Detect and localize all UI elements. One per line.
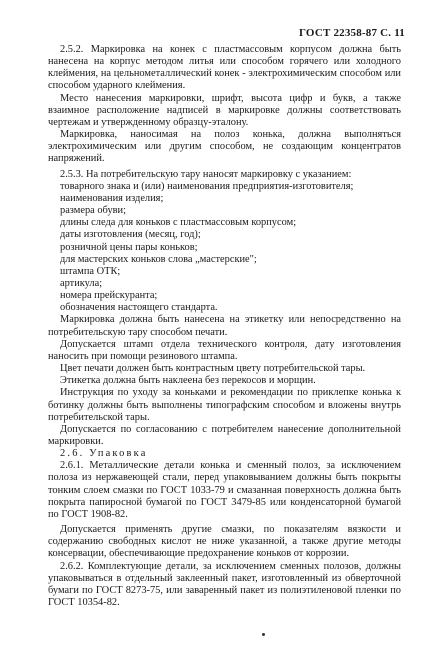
marking-list <box>48 181 401 315</box>
page-header: ГОСТ 22358-87 С. 11 <box>299 27 405 39</box>
paragraph-other-grease: Допускается применять другие смазки, по показателям вязкости и содержанию свободных кислот не ниже указанной, а также другие методы консервации, обеспечивающие предохранение коньков от коррозии. <box>48 524 401 560</box>
list-item: товарного знака и (или) наименования предприятия-изготовителя; <box>60 180 354 192</box>
paragraph-additional-marking: Допускается по согласованию с потребителем нанесение дополнительной маркировки. <box>48 423 401 447</box>
list-item: обозначения настоящего стандарта. <box>60 302 218 314</box>
list-item: штампа ОТК; <box>60 265 121 277</box>
paragraph-2-5-3: 2.5.3. На потребительскую тару наносят маркировку с указанием: <box>60 168 352 180</box>
list-item: размера обуви; <box>60 205 126 217</box>
paragraph-blade-marking: Маркировка, наносимая на полоз конька, должна выполняться электрохимическим или другим способом, не создающим концентратов напряжений. <box>48 129 401 165</box>
paragraph-print-color: Цвет печати должен быть контрастным цвету потребительской тары. <box>60 363 366 375</box>
paragraph-label-marking: Маркировка должна быть нанесена на этикетку или непосредственно на потребительскую тару способом печати. <box>48 314 401 338</box>
paragraph-instruction: Инструкция по уходу за коньками и рекомендации по приклепке конька к ботинку должны быть выполнены типографским способом и вложены внутрь потребительской тары. <box>48 387 401 423</box>
paragraph-otk-stamp: Допускается штамп отдела технического контроля, дату изготовления наносить при помощи резинового штампа. <box>48 338 401 362</box>
paragraph-2-6-2: 2.6.2. Комплектующие детали, за исключением сменных полозов, должны упаковываться в отдельный заклеенный пакет, изготовленный из обверточной бумаги по ГОСТ 8273-75, или заваренный пакет из полиэтиленовой пленки по ГОСТ 10354-82. <box>48 560 401 609</box>
list-item: длины следа для коньков с пластмассовым корпусом; <box>60 217 297 229</box>
list-item: розничной цены пары коньков; <box>60 241 198 253</box>
section-heading-packaging: 2.6. Упаковка <box>60 448 148 460</box>
list-item: даты изготовления (месяц, год); <box>60 229 201 241</box>
list-item: для мастерских коньков слова „мастерские"; <box>60 253 257 265</box>
paragraph-marking-place: Место нанесения маркировки, шрифт, высота цифр и букв, а также взаимное расположение надписей в маркировке должны соответствовать чертежам и утвержденному образцу-эталону. <box>48 92 401 128</box>
paragraph-2-6-1: 2.6.1. Металлические детали конька и сменный полоз, за исключением полоза из нержавеющей стали, перед упаковыванием должны быть покрыты тонким слоем смазки по ГОСТ 1033-79 и смазанная поверхность должна быть покрыта папиросной бумагой по ГОСТ 3479-85 или конденсаторной бумагой по ГОСТ 1908-82. <box>48 460 401 520</box>
paragraph-sticker: Этикетка должна быть наклеена без перекосов и морщин. <box>60 375 316 387</box>
list-item: наименования изделия; <box>60 192 164 204</box>
page-mark <box>262 633 265 636</box>
document-body <box>48 44 401 609</box>
paragraph-2-5-2: 2.5.2. Маркировка на конек с пластмассовым корпусом должна быть нанесена на корпус методом литья или способом горячего или холодного клеймения, на цельнометаллический конек - электрохимическим способом или способом ударного клеймения. <box>48 44 401 92</box>
list-item: номера прейскуранта; <box>60 290 158 302</box>
list-item: артикула; <box>60 277 103 289</box>
